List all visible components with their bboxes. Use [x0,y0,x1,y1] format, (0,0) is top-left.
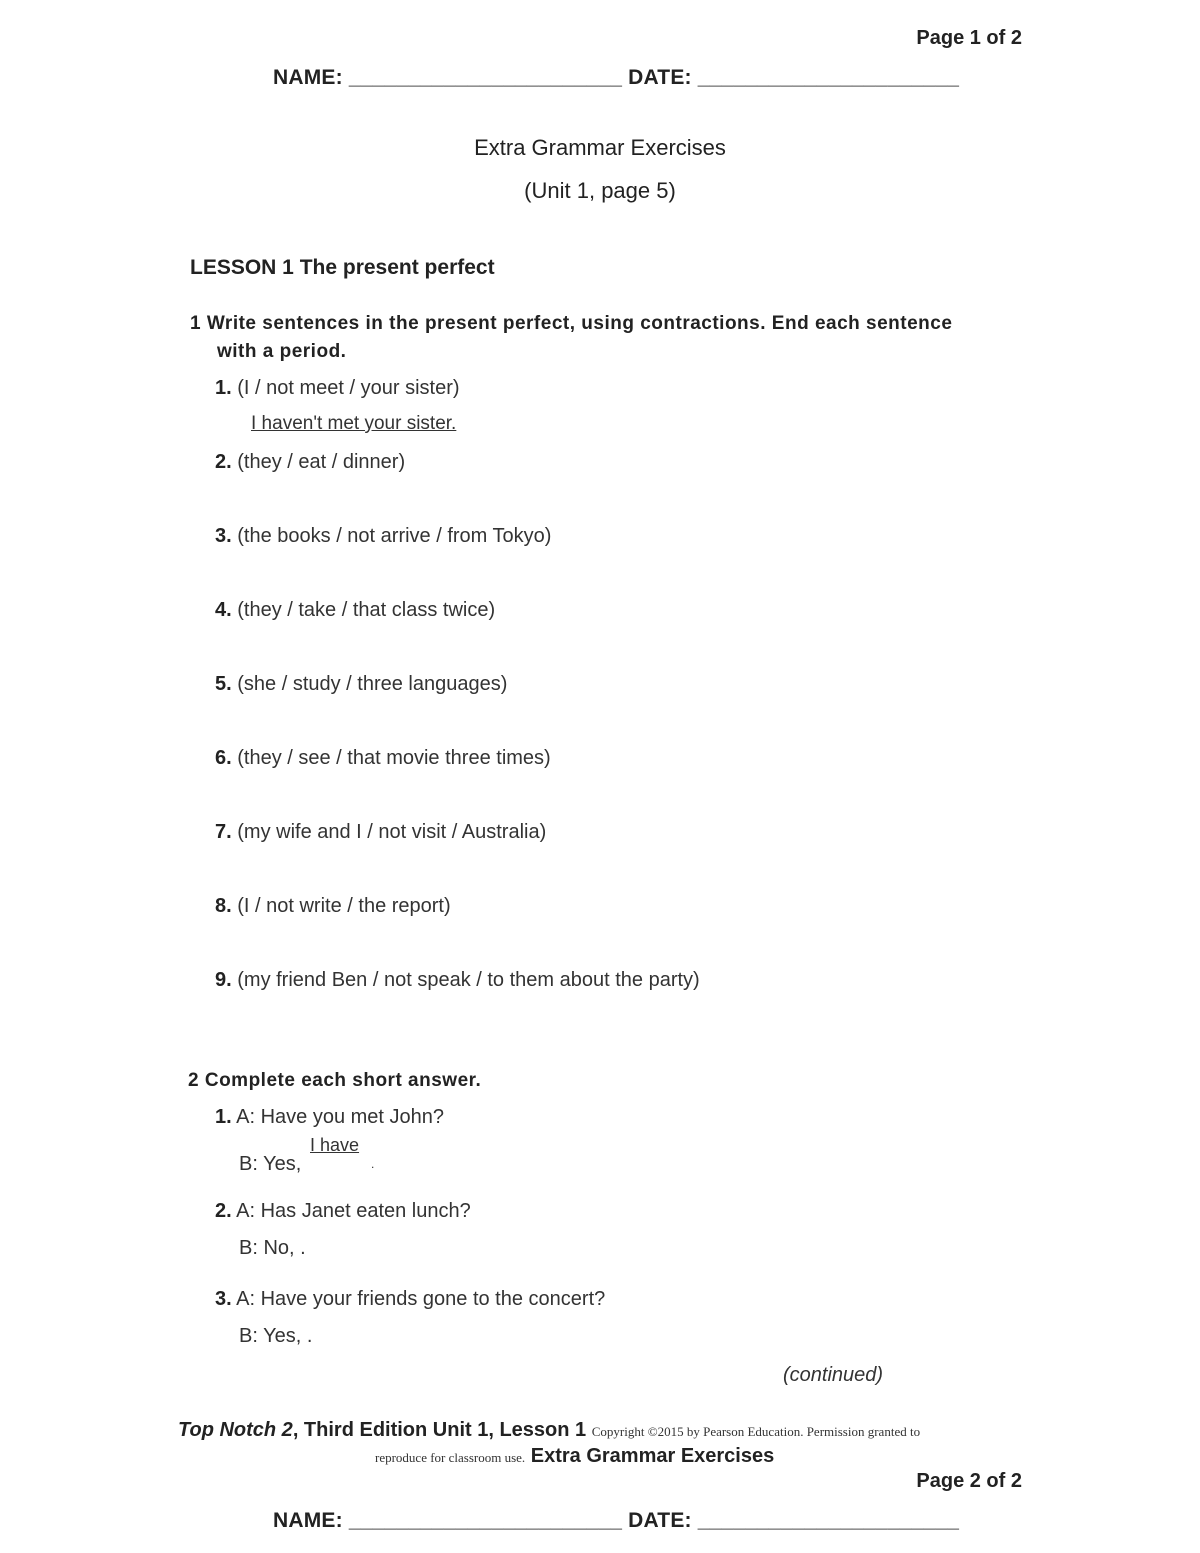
worksheet-subtitle: (Unit 1, page 5) [524,178,676,203]
item-prompt: (they / see / that movie three times) [231,747,551,769]
page-number-2: Page 2 of 2 [916,1470,1022,1492]
exercise2-item-2-response: B: No, . [239,1237,306,1259]
exercise2-item-2 [215,1200,471,1223]
exercise1-item-7 [215,821,546,844]
copyright-text: Copyright ©2015 by Pearson Education. Permission granted to [591,1424,921,1439]
exercise1-instruction: 1 Write sentences in the present perfect, using contractions. End each sentence [190,313,953,334]
exercise1-item-9 [215,969,700,992]
continued-note: (continued) [783,1364,884,1386]
exercise1-item-2 [215,451,405,474]
exercise1-item-1 [215,377,460,400]
item-number: 5. [215,673,232,695]
item-number: 4. [215,599,232,621]
section-name: Extra Grammar Exercises [530,1445,775,1467]
item-prompt: (my wife and I / not visit / Australia) [231,821,547,843]
item-number: 2. [215,1200,232,1222]
item-question: A: Has Janet eaten lunch? [231,1200,471,1222]
name-date-row: NAME: _______________________ DATE: ______________________ [273,66,960,89]
response-text: B: Yes, [239,1153,302,1175]
exercise1-item-3 [215,525,551,548]
exercise2-item-1-answer: I have [310,1135,360,1155]
item-prompt: (they / take / that class twice) [231,599,496,621]
exercise1-instruction-cont: with a period. [217,341,347,362]
exercise1-item-1-answer: I haven't met your sister. [251,413,457,434]
footer-line-2 [375,1445,774,1468]
edition-info: , Third Edition Unit 1, Lesson 1 [292,1419,587,1441]
item-number: 2. [215,451,232,473]
item-prompt: (they / eat / dinner) [231,451,406,473]
item-number: 1. [215,377,232,399]
item-prompt: (my friend Ben / not speak / to them about the party) [231,969,700,991]
name-date-row-2: NAME: _______________________ DATE: ______________________ [273,1509,960,1532]
footer-line [178,1419,920,1442]
exercise2-item-3 [215,1288,605,1311]
page-number: Page 1 of 2 [916,27,1022,49]
item-number: 7. [215,821,232,843]
exercise2-item-3-response: B: Yes, . [239,1325,313,1347]
item-number: 3. [215,525,232,547]
response-end: . [371,1157,375,1171]
lesson-heading: LESSON 1 The present perfect [190,256,495,279]
exercise2-item-1-response [239,1153,375,1176]
copyright-text-cont: reproduce for classroom use. [375,1450,526,1465]
item-number: 1. [215,1106,232,1128]
item-prompt: (the books / not arrive / from Tokyo) [231,525,552,547]
exercise1-item-8 [215,895,451,918]
exercise1-item-5 [215,673,507,696]
worksheet-title: Extra Grammar Exercises [474,135,726,160]
exercise2-item-1 [215,1106,444,1129]
item-prompt: (I / not meet / your sister) [231,377,460,399]
item-number: 3. [215,1288,232,1310]
item-number: 9. [215,969,232,991]
item-question: A: Have you met John? [231,1106,445,1128]
exercise1-item-4 [215,599,495,622]
item-prompt: (she / study / three languages) [231,673,508,695]
book-title: Top Notch 2 [178,1419,293,1441]
item-number: 8. [215,895,232,917]
item-question: A: Have your friends gone to the concert? [231,1288,606,1310]
exercise2-instruction: 2 Complete each short answer. [188,1070,482,1091]
item-number: 6. [215,747,232,769]
item-prompt: (I / not write / the report) [231,895,451,917]
exercise1-item-6 [215,747,551,770]
